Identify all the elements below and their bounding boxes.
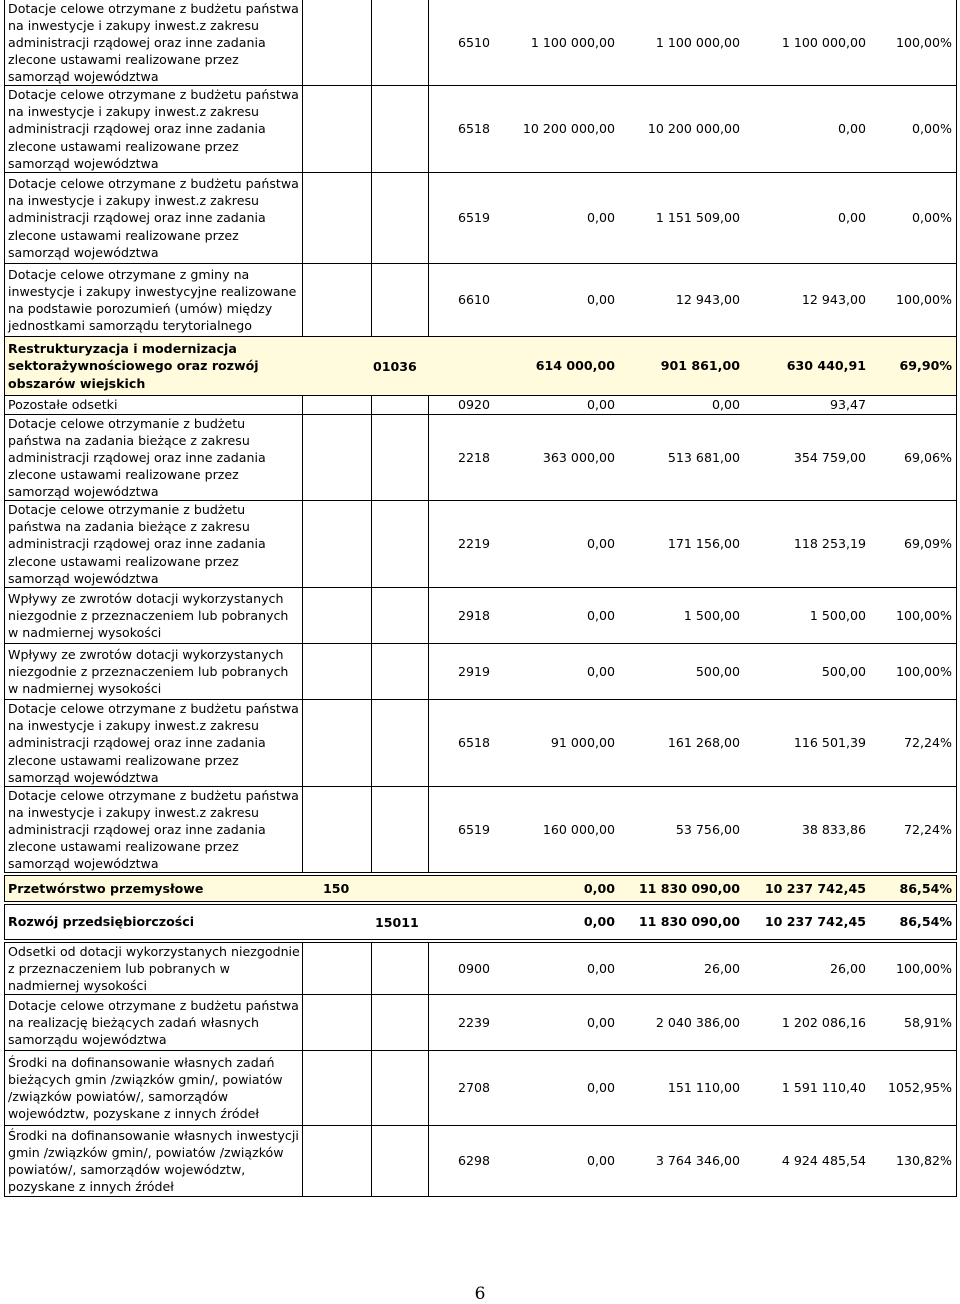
row-name: Dotacje celowe otrzymane z budżetu państwa na inwestycje i zakupy inwest.z zakresu administracji rządowej oraz inne zadania zlecone ustawami realizowane przez samorząd województwa xyxy=(5,700,303,786)
table-row xyxy=(4,415,957,501)
row-after-changes: 10 200 000,00 xyxy=(647,121,740,137)
row-code: 6518 xyxy=(457,121,490,137)
row-percent: 72,24% xyxy=(903,735,952,751)
row-execution: 630 440,91 xyxy=(786,358,866,374)
row-after-changes: 513 681,00 xyxy=(667,449,740,465)
row-execution: 118 253,19 xyxy=(793,536,866,552)
row-code: 6518 xyxy=(457,735,490,751)
row-name: Wpływy ze zwrotów dotacji wykorzystanych niezgodnie z przeznaczeniem lub pobranych w nadmiernej wysokości xyxy=(5,644,303,699)
row-after-changes: 3 764 346,00 xyxy=(655,1153,740,1169)
budget-table xyxy=(4,0,957,1197)
row-code: 6298 xyxy=(457,1153,490,1169)
row-code: 01036 xyxy=(373,358,417,374)
row-execution: 38 833,86 xyxy=(801,821,866,837)
row-percent: 0,00% xyxy=(911,121,952,137)
row-plan: 363 000,00 xyxy=(542,449,615,465)
row-percent: 100,00% xyxy=(895,960,952,976)
row-plan: 0,00 xyxy=(583,880,615,896)
row-plan: 0,00 xyxy=(586,960,615,976)
row-name: Środki na dofinansowanie własnych inwestycji gmin /związków gmin/, powiatów /związków powiatów/, samorządów województw, pozyskane z innych źródeł xyxy=(5,1126,303,1196)
row-percent: 100,00% xyxy=(895,292,952,308)
row-execution: 10 237 742,45 xyxy=(764,880,866,896)
table-row xyxy=(4,396,957,415)
row-name: Rozwój przedsiębiorczości xyxy=(8,914,195,930)
row-plan: 0,00 xyxy=(586,292,615,308)
row-name: Dotacje celowe otrzymane z budżetu państwa na inwestycje i zakupy inwest.z zakresu administracji rządowej oraz inne zadania zlecone ustawami realizowane przez samorząd województwa xyxy=(5,173,303,263)
row-execution: 1 591 110,40 xyxy=(781,1080,866,1096)
row-code: 2219 xyxy=(457,536,490,552)
row-execution: 26,00 xyxy=(829,960,866,976)
row-code: 6510 xyxy=(457,34,490,50)
row-code: 6610 xyxy=(457,292,490,308)
row-name: Wpływy ze zwrotów dotacji wykorzystanych niezgodnie z przeznaczeniem lub pobranych w nadmiernej wysokości xyxy=(5,588,303,643)
row-execution: 10 237 742,45 xyxy=(764,914,866,930)
row-execution: 1 202 086,16 xyxy=(781,1014,866,1030)
row-name: Dotacje celowe otrzymane z budżetu państwa na inwestycje i zakupy inwest.z zakresu administracji rządowej oraz inne zadania zlecone ustawami realizowane przez samorząd województwa xyxy=(5,787,303,872)
row-name: Restrukturyzacja i modernizacja sektorażywnościowego oraz rozwój obszarów wiejskich xyxy=(8,341,259,391)
row-plan: 10 200 000,00 xyxy=(522,121,615,137)
row-code: 6519 xyxy=(457,210,490,226)
row-code: 2919 xyxy=(457,663,490,679)
table-row xyxy=(4,942,957,995)
row-plan: 0,00 xyxy=(583,914,615,930)
row-percent: 69,06% xyxy=(903,449,952,465)
table-row-section xyxy=(4,904,957,940)
row-plan: 0,00 xyxy=(586,536,615,552)
row-name: Dotacje celowe otrzymane z budżetu państwa na inwestycje i zakupy inwest.z zakresu administracji rządowej oraz inne zadania zlecone ustawami realizowane przez samorząd województwa xyxy=(5,86,303,172)
row-execution: 4 924 485,54 xyxy=(781,1153,866,1169)
row-plan: 0,00 xyxy=(586,1080,615,1096)
row-code: 150 xyxy=(323,881,350,896)
row-plan: 91 000,00 xyxy=(550,735,615,751)
row-name: Dotacje celowe otrzymane z gminy na inwestycje i zakupy inwestycyjne realizowane na podstawie porozumień (umów) między jednostkami samorządu terytorialnego xyxy=(5,264,303,336)
row-after-changes: 151 110,00 xyxy=(667,1080,740,1096)
row-percent: 69,90% xyxy=(899,358,952,374)
row-percent: 69,09% xyxy=(903,536,952,552)
table-row xyxy=(4,501,957,588)
table-row xyxy=(4,644,957,700)
row-after-changes: 0,00 xyxy=(711,397,740,413)
row-after-changes: 171 156,00 xyxy=(667,536,740,552)
table-row xyxy=(4,700,957,787)
row-code: 2708 xyxy=(457,1080,490,1096)
row-after-changes: 12 943,00 xyxy=(675,292,740,308)
row-percent: 86,54% xyxy=(899,880,952,896)
row-after-changes: 161 268,00 xyxy=(667,735,740,751)
row-percent: 100,00% xyxy=(895,34,952,50)
row-after-changes: 26,00 xyxy=(703,960,740,976)
table-row xyxy=(4,1051,957,1126)
row-after-changes: 2 040 386,00 xyxy=(655,1014,740,1030)
row-name: Dotacje celowe otrzymane z budżetu państwa na inwestycje i zakupy inwest.z zakresu administracji rządowej oraz inne zadania zlecone ustawami realizowane przez samorząd województwa xyxy=(5,0,303,85)
row-execution: 12 943,00 xyxy=(801,292,866,308)
row-after-changes: 11 830 090,00 xyxy=(638,880,740,896)
row-plan: 0,00 xyxy=(586,1153,615,1169)
row-code: 6519 xyxy=(457,821,490,837)
row-plan: 0,00 xyxy=(586,1014,615,1030)
row-execution: 1 100 000,00 xyxy=(781,34,866,50)
row-after-changes: 1 500,00 xyxy=(683,607,740,623)
row-percent: 72,24% xyxy=(903,821,952,837)
page-number: 6 xyxy=(474,1284,486,1304)
row-name: Dotacje celowe otrzymanie z budżetu państwa na zadania bieżące z zakresu administracji rządowej oraz inne zadania zlecone ustawami realizowane przez samorząd województwa xyxy=(5,501,303,587)
row-code: 2239 xyxy=(457,1014,490,1030)
row-execution: 354 759,00 xyxy=(793,449,866,465)
row-execution: 116 501,39 xyxy=(793,735,866,751)
row-percent: 130,82% xyxy=(895,1153,952,1169)
table-row xyxy=(4,0,957,86)
row-name: Pozostałe odsetki xyxy=(5,396,303,414)
table-row xyxy=(4,588,957,644)
row-name: Środki na dofinansowanie własnych zadań bieżących gmin /związków gmin/, powiatów /związków powiatów/, samorządów województw, pozyskane z innych źródeł xyxy=(5,1051,303,1125)
row-code: 0920 xyxy=(457,397,490,413)
row-code: 2918 xyxy=(457,607,490,623)
row-execution: 500,00 xyxy=(821,663,866,679)
row-percent: 0,00% xyxy=(911,210,952,226)
table-row xyxy=(4,1126,957,1197)
row-percent: 1052,95% xyxy=(887,1080,952,1096)
table-row xyxy=(4,173,957,264)
table-row xyxy=(4,995,957,1051)
row-plan: 160 000,00 xyxy=(542,821,615,837)
row-after-changes: 53 756,00 xyxy=(675,821,740,837)
table-row-highlight xyxy=(4,337,957,396)
row-name: Dotacje celowe otrzymane z budżetu państwa na realizację bieżących zadań własnych samorządu województwa xyxy=(5,995,303,1050)
row-after-changes: 1 151 509,00 xyxy=(655,210,740,226)
row-after-changes: 500,00 xyxy=(695,663,740,679)
row-code: 0900 xyxy=(457,960,490,976)
table-row xyxy=(4,264,957,337)
row-name: Przetwórstwo przemysłowe xyxy=(8,880,204,896)
row-plan: 1 100 000,00 xyxy=(530,34,615,50)
row-percent: 58,91% xyxy=(903,1014,952,1030)
row-plan: 614 000,00 xyxy=(535,358,615,374)
row-plan: 0,00 xyxy=(586,607,615,623)
table-row-highlight xyxy=(4,875,957,902)
row-code: 15011 xyxy=(375,914,419,930)
row-percent: 100,00% xyxy=(895,663,952,679)
row-plan: 0,00 xyxy=(586,397,615,413)
row-plan: 0,00 xyxy=(586,210,615,226)
row-name: Dotacje celowe otrzymanie z budżetu państwa na zadania bieżące z zakresu administracji rządowej oraz inne zadania zlecone ustawami realizowane przez samorząd województwa xyxy=(5,415,303,500)
row-percent: 100,00% xyxy=(895,607,952,623)
row-execution: 0,00 xyxy=(837,210,866,226)
row-plan: 0,00 xyxy=(586,663,615,679)
row-percent: 86,54% xyxy=(899,914,952,930)
row-execution: 0,00 xyxy=(837,121,866,137)
row-after-changes: 901 861,00 xyxy=(660,358,740,374)
row-execution: 1 500,00 xyxy=(809,607,866,623)
row-name: Odsetki od dotacji wykorzystanych niezgodnie z przeznaczeniem lub pobranych w nadmiernej wysokości xyxy=(5,943,303,994)
row-execution: 93,47 xyxy=(829,397,866,413)
table-row xyxy=(4,787,957,873)
table-row xyxy=(4,86,957,173)
row-code: 2218 xyxy=(457,449,490,465)
row-after-changes: 11 830 090,00 xyxy=(638,914,740,930)
row-after-changes: 1 100 000,00 xyxy=(655,34,740,50)
